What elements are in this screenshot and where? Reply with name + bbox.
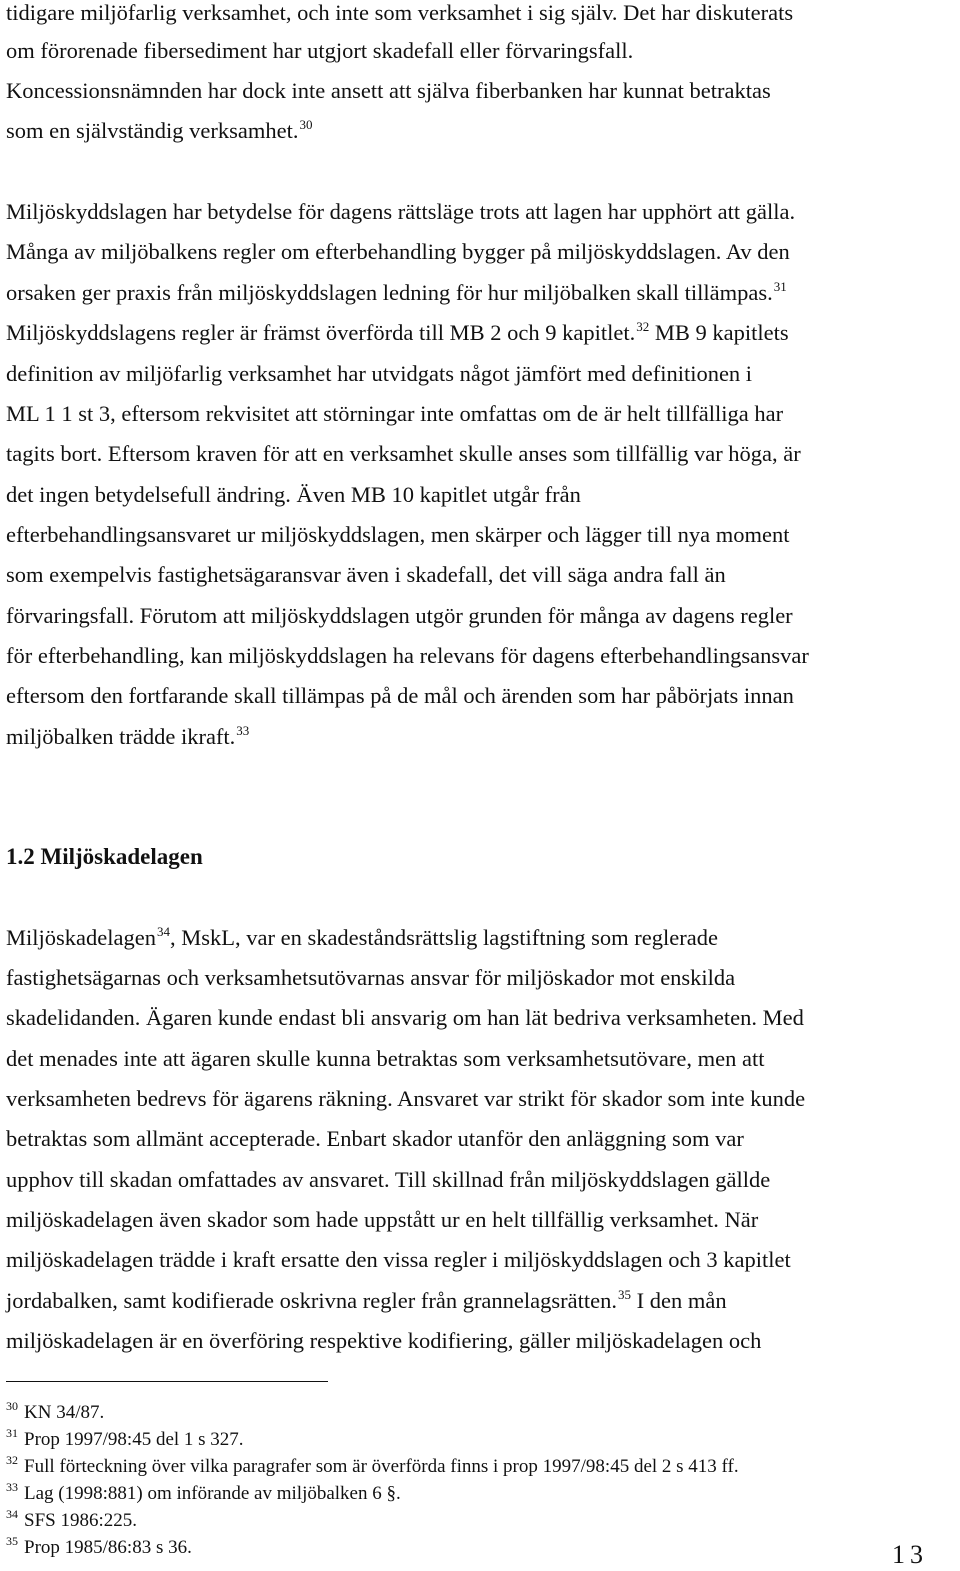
footnote-ref: 32 [636,319,650,334]
body-line [6,1003,804,1033]
footnote [6,1536,192,1561]
text: det menades inte att ägaren skulle kunna betraktas som verksamhetsutövare, men att [6,1046,765,1071]
body-line [6,399,783,429]
footnote [6,1482,401,1507]
footnote-number: 32 [6,1453,18,1467]
footnote-separator [6,1381,328,1382]
text: miljöskadelagen även skador som hade uppstått ur en helt tillfällig verksamhet. När [6,1207,759,1232]
footnote [6,1401,104,1426]
page-number: 13 [892,1540,928,1569]
body-line [6,601,793,631]
footnote-text: Full förteckning över vilka paragrafer som är överförda finns i prop 1997/98:45 del 2 s 413 ff. [24,1456,739,1477]
text: verksamheten bedrevs för ägarens räkning. Ansvaret var strikt för skador som inte kunde [6,1086,806,1111]
footnote-number: 31 [6,1426,18,1440]
footnote-ref: 31 [773,279,787,294]
text: jordabalken, samt kodifierade oskrivna regler från grannelagsrätten. [6,1288,617,1313]
footnote-text: Prop 1985/86:83 s 36. [24,1537,192,1558]
footnote-number: 33 [6,1480,18,1494]
footnote [6,1455,739,1480]
text: MB 9 kapitlets [649,320,789,345]
body-line [6,1326,761,1356]
body-line [6,0,793,28]
text: efterbehandlingsansvaret ur miljöskyddslagen, men skärper och lägger till nya moment [6,522,790,547]
footnote-ref: 30 [299,117,313,132]
text: Koncessionsnämnden har dock inte ansett att själva fiberbanken har kunnat betraktas [6,78,771,103]
body-line [6,1124,744,1154]
text: miljöskadelagen trädde i kraft ersatte den vissa regler i miljöskyddslagen och 3 kapitlet [6,1247,791,1272]
footnote-ref: 33 [236,723,250,738]
body-line [6,520,790,550]
text: Många av miljöbalkens regler om efterbehandling bygger på miljöskyddslagen. Av den [6,239,790,264]
footnote-text: SFS 1986:225. [24,1510,137,1531]
text: för efterbehandling, kan miljöskyddslagen ha relevans för dagens efterbehandlingsansvar [6,643,809,668]
body-line [6,1245,791,1275]
body-line [6,560,726,590]
text: som exempelvis fastighetsägaransvar även i skadefall, det vill säga andra fall än [6,562,726,587]
text: Miljöskyddslagen har betydelse för dagens rättsläge trots att lagen har upphört att gälla. [6,199,796,224]
text: orsaken ger praxis från miljöskyddslagen ledning för hur miljöbalken skall tillämpas. [6,280,773,305]
body-line [6,681,794,711]
body-line [6,197,795,227]
body-line [6,36,633,66]
text: , MskL, var en skadeståndsrättslig lagstiftning som reglerade [169,925,718,950]
text: det ingen betydelsefull ändring. Även MB 10 kapitlet utgår från [6,482,581,507]
footnote-ref: 34 [156,924,170,939]
body-line [6,278,787,311]
text: ML 1 1 st 3, eftersom rekvisitet att störningar inte omfattas om de är helt tillfälliga har [6,401,784,426]
body-line [6,1044,765,1074]
footnote-ref: 35 [618,1287,631,1302]
body-line [6,116,312,149]
footnote [6,1509,137,1534]
text: förvaringsfall. Förutom att miljöskyddslagen utgör grunden för många av dagens regler [6,603,793,628]
text: tidigare miljöfarlig verksamhet, och inte som verksamhet i sig själv. Det har diskuterats [6,0,794,25]
body-line [6,641,809,671]
body-line [6,923,718,956]
footnote-number: 35 [6,1534,18,1548]
text: om förorenade fibersediment har utgjort skadefall eller förvaringsfall. [6,38,634,63]
footnote [6,1428,244,1453]
text: Miljöskyddslagens regler är främst överförda till MB 2 och 9 kapitlet. [6,320,636,345]
body-line [6,76,771,106]
body-line [6,237,790,267]
body-line [6,359,752,389]
text: tagits bort. Eftersom kraven för att en verksamhet skulle anses som tillfällig var höga, är [6,441,801,466]
text: I den mån [631,1288,727,1313]
text: miljöskadelagen är en överföring respektive kodifiering, gäller miljöskadelagen och [6,1328,762,1353]
text: miljöbalken trädde ikraft. [6,724,236,749]
body-line [6,318,789,351]
body-line [6,439,801,469]
text: skadelidanden. Ägaren kunde endast bli ansvarig om han lät bedriva verksamheten. Med [6,1005,804,1030]
body-line [6,1165,770,1195]
section-heading: 1.2 Miljöskadelagen [6,844,203,869]
body-line [6,963,735,993]
body-line [6,480,581,510]
text: Miljöskadelagen [6,925,156,950]
footnote-text: KN 34/87. [24,1402,105,1423]
text: eftersom den fortfarande skall tillämpas på de mål och ärenden som har påbörjats innan [6,683,794,708]
body-line [6,722,249,755]
text: definition av miljöfarlig verksamhet har utvidgats något jämfört med definitionen i [6,361,753,386]
text: upphov till skadan omfattades av ansvaret. Till skillnad från miljöskyddslagen gällde [6,1167,771,1192]
text: fastighetsägarnas och verksamhetsutövarnas ansvar för miljöskador mot enskilda [6,965,736,990]
footnote-text: Lag (1998:881) om införande av miljöbalken 6 §. [24,1483,401,1504]
footnote-number: 30 [6,1399,18,1413]
body-line [6,1205,758,1235]
body-line [6,1084,805,1114]
body-line [6,1286,727,1319]
footnote-number: 34 [6,1507,18,1521]
text: som en självständig verksamhet. [6,118,299,143]
text: betraktas som allmänt accepterade. Enbart skador utanför den anläggning som var [6,1126,744,1151]
footnote-text: Prop 1997/98:45 del 1 s 327. [24,1429,244,1450]
